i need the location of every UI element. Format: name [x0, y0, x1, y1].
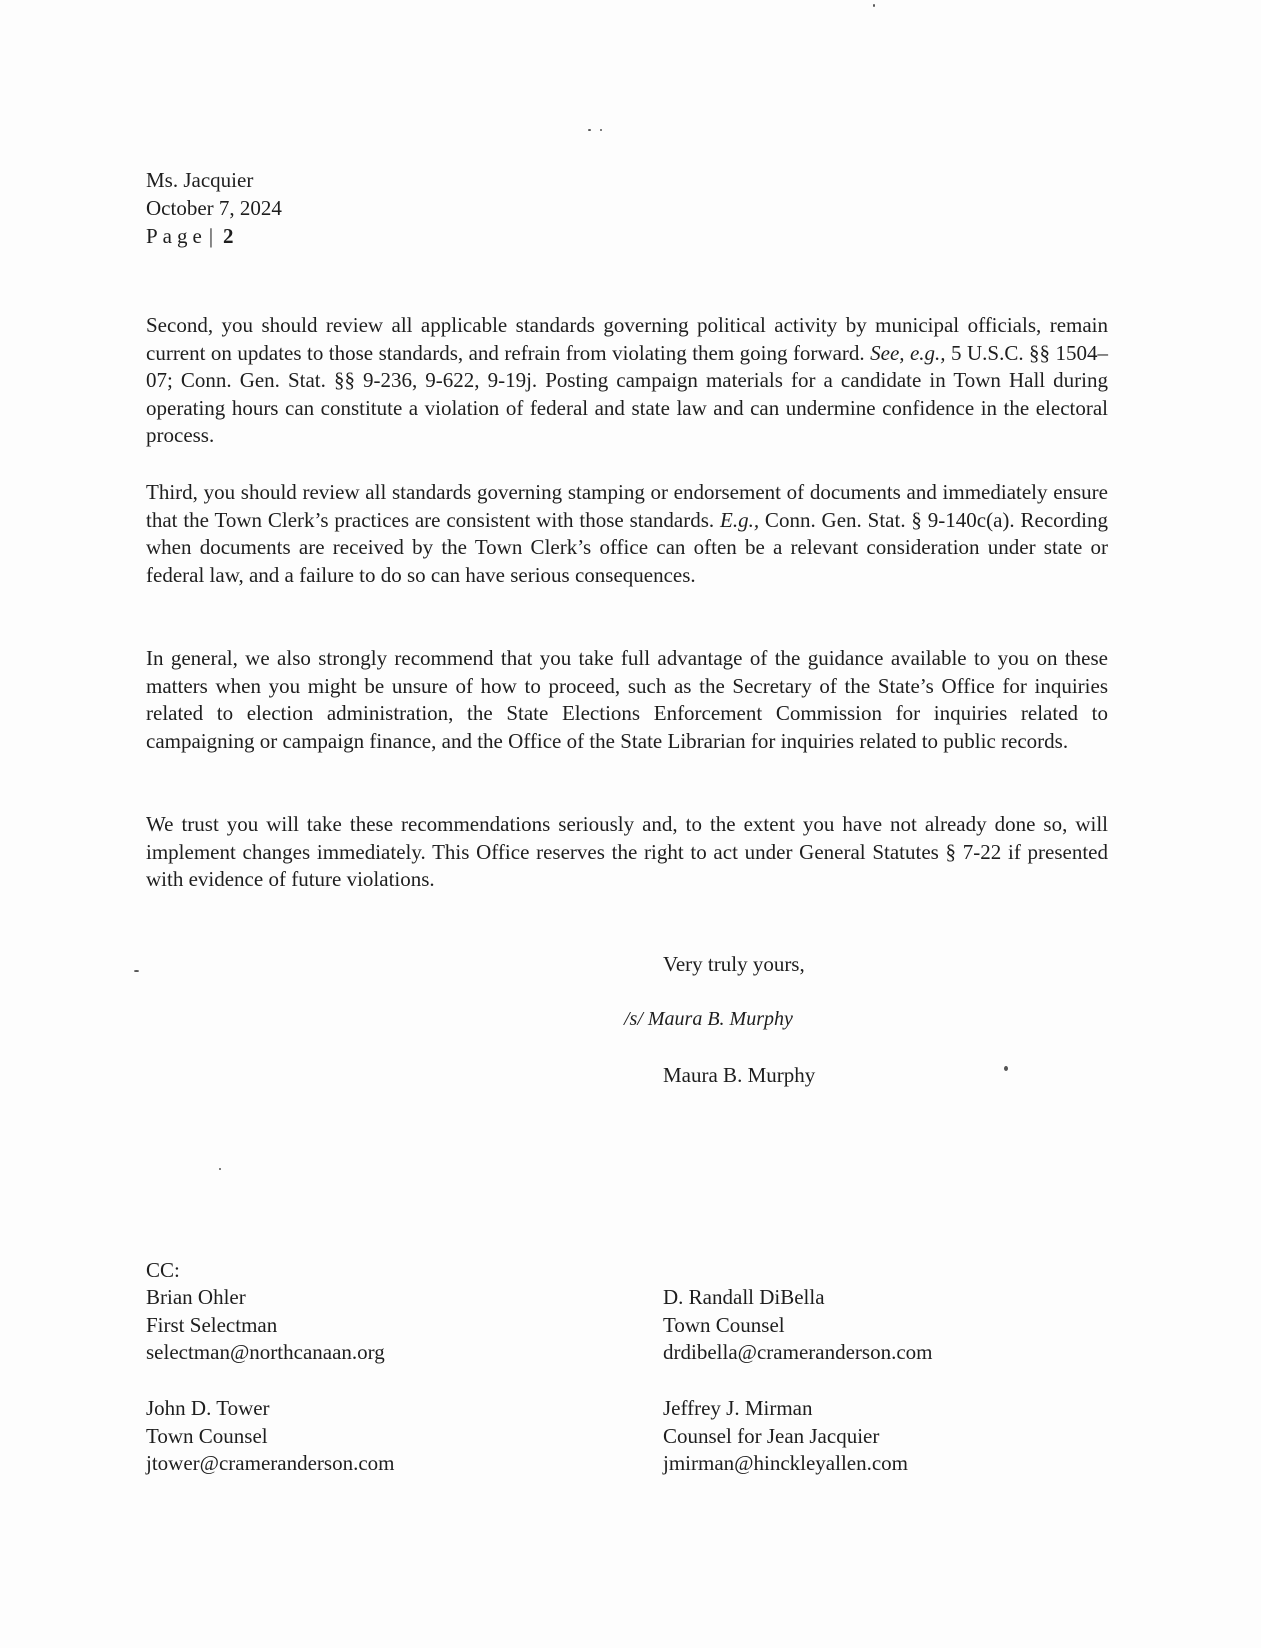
- cc-recipient: [663, 1284, 932, 1367]
- cc-recipient-title: First Selectman: [146, 1312, 278, 1337]
- scan-speck: [600, 129, 602, 131]
- cc-recipient-name: Brian Ohler: [146, 1285, 246, 1309]
- cc-recipient-title: Town Counsel: [146, 1423, 268, 1448]
- para-2-text-a: Third, you should review all standards governing stamping or endorsement of documents and immediately ensure that the Town Clerk’s practices are consistent with those standards.: [146, 480, 1108, 532]
- scan-speck: [588, 129, 591, 131]
- cc-recipient: [146, 1284, 385, 1367]
- paragraph-political-activity: [146, 312, 1108, 450]
- cc-recipient: [663, 1395, 908, 1478]
- cc-recipient-title: Counsel for Jean Jacquier: [663, 1423, 880, 1448]
- cc-recipient-email: jmirman@hinckleyallen.com: [663, 1451, 909, 1476]
- letter-header: [146, 166, 282, 250]
- signatory-name: Maura B. Murphy: [663, 1063, 816, 1087]
- cc-recipient-email: selectman@northcanaan.org: [146, 1340, 385, 1365]
- cc-recipient-email: jtower@crameranderson.com: [146, 1451, 395, 1476]
- page-label: Page: [146, 224, 207, 248]
- scan-speck: [219, 1168, 221, 1170]
- page-number: 2: [223, 224, 234, 248]
- para-1-citation-signal: See, e.g.,: [870, 340, 946, 365]
- cc-recipient-name: Jeffrey J. Mirman: [663, 1396, 813, 1420]
- closing-salutation: Very truly yours,: [663, 952, 805, 976]
- scan-speck: [873, 4, 875, 7]
- paragraph-conclusion: We trust you will take these recommendations seriously and, to the extent you have not already done so, will implement changes immediately. This Office reserves the right to act under General Statutes § 7-22 if presented with evidence of future violations.: [146, 812, 1108, 892]
- scan-speck: [1004, 1066, 1008, 1071]
- cc-recipient-email: drdibella@crameranderson.com: [663, 1340, 933, 1365]
- para-2-text-b: Conn. Gen. Stat. § 9-140c(a). Recording when documents are received by the Town Clerk’s office can often be a relevant consideration under state or federal law, and a failure to do so can have serious consequences.: [146, 507, 1108, 587]
- page-indicator: [146, 222, 282, 250]
- letter-date: October 7, 2024: [146, 196, 282, 220]
- scan-speck: [134, 970, 139, 972]
- paragraph-guidance: In general, we also strongly recommend that you take full advantage of the guidance available to you on these matters when you might be unsure of how to proceed, such as the Secretary of the State’s Office for inquiries related to election administration, the State Elections Enforcement Commission for inquiries related to campaigning or campaign finance, and the Office of the State Librarian for inquiries related to public records.: [146, 646, 1108, 753]
- para-1-text-a: Second, you should review all applicable standards governing political activity by municipal officials, remain current on updates to those standards, and refrain from violating them going forward.: [146, 313, 1108, 365]
- cc-recipient-name: D. Randall DiBella: [663, 1285, 825, 1309]
- para-2-citation-signal: E.g.,: [720, 507, 760, 532]
- para-1-text-b: 5 U.S.C. §§ 1504–07; Conn. Gen. Stat. §§ 9-236, 9-622, 9-19j. Posting campaign materials for a candidate in Town Hall during operating hours can constitute a violation of federal and state law and can undermine confidence in the electoral process.: [146, 340, 1109, 448]
- cc-recipient: [146, 1395, 394, 1478]
- cc-recipient-name: John D. Tower: [146, 1396, 270, 1420]
- electronic-signature: /s/ Maura B. Murphy: [624, 1008, 793, 1030]
- cc-recipient-title: Town Counsel: [663, 1312, 785, 1337]
- recipient-name: Ms. Jacquier: [146, 168, 254, 192]
- paragraph-stamping-standards: [146, 479, 1108, 589]
- page-separator: |: [208, 224, 214, 248]
- cc-label: CC:: [146, 1258, 180, 1282]
